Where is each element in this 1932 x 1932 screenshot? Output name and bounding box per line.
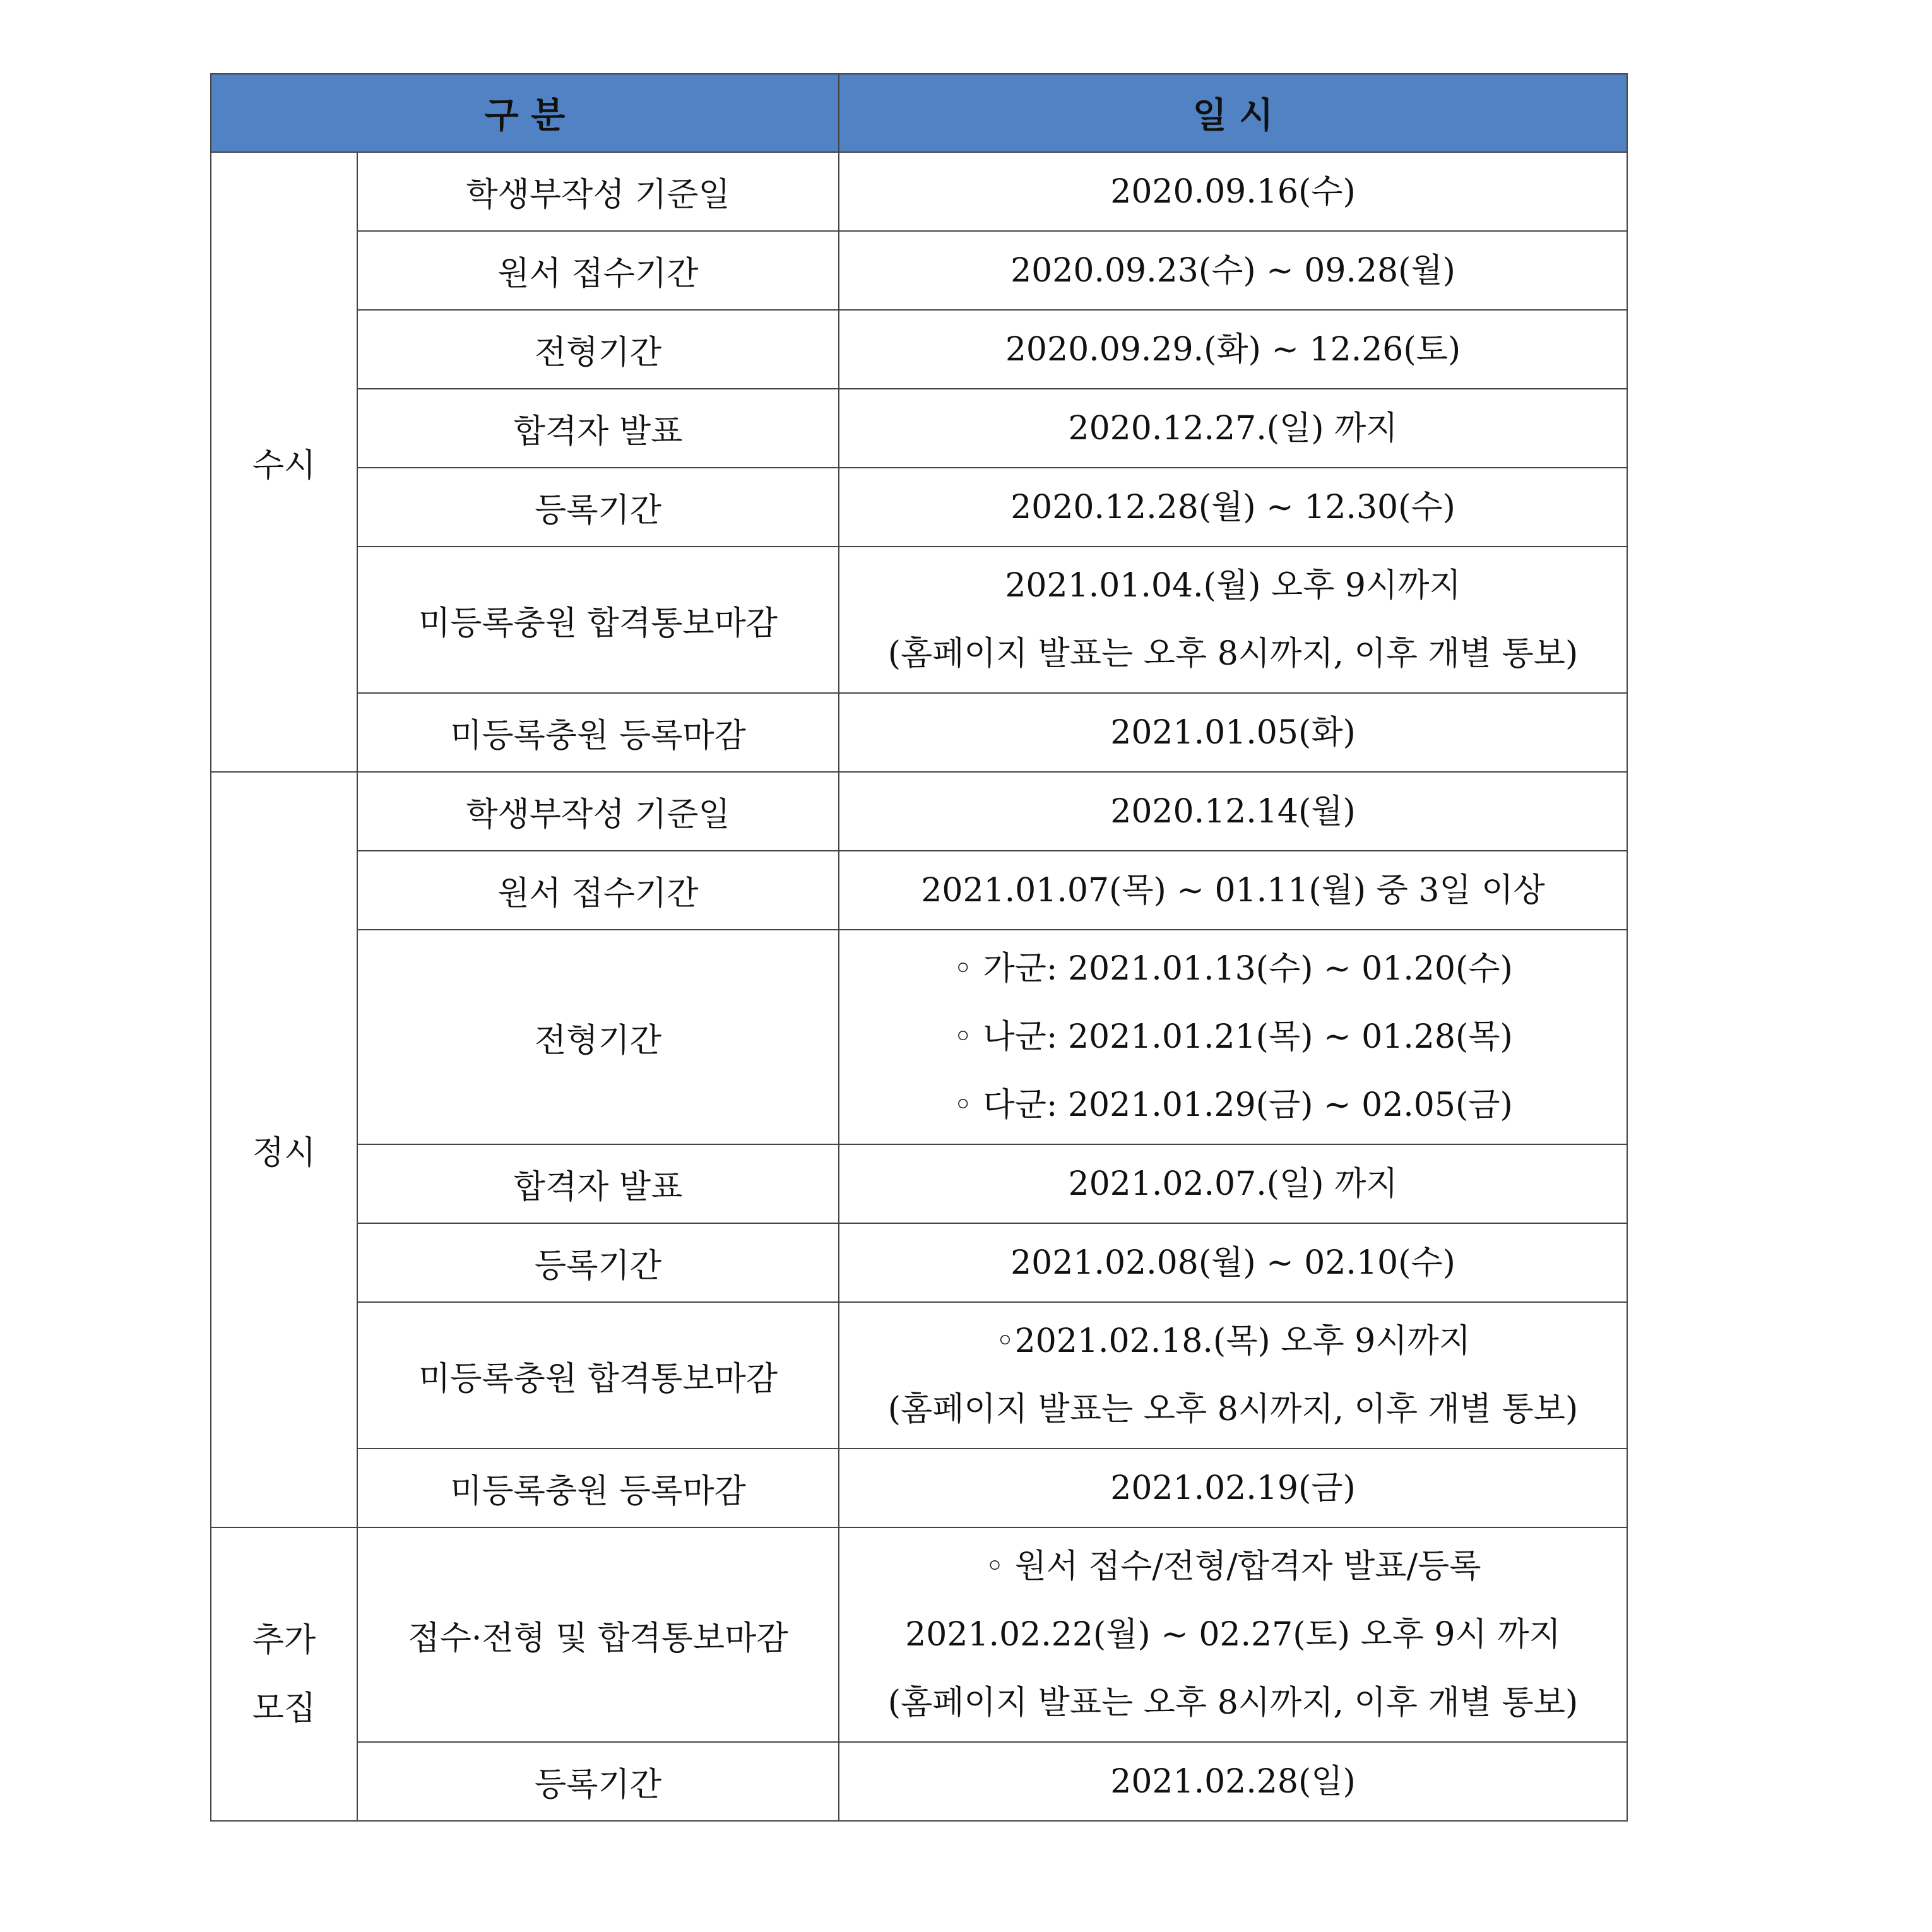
date-line: 2020.12.28(월) ~ 12.30(수) (1010, 488, 1455, 526)
date-cell (839, 1742, 1627, 1821)
date-cell (839, 1223, 1627, 1302)
group-label-line: 모집 (252, 1689, 316, 1728)
date-line: 2021.02.28(일) (1110, 1762, 1356, 1801)
table-row (211, 772, 1627, 851)
table-row (211, 231, 1627, 310)
date-line: (홈페이지 발표는 오후 8시까지, 이후 개별 통보) (887, 1684, 1579, 1722)
table-row (211, 851, 1627, 930)
table-row (211, 1449, 1627, 1527)
table-row (211, 1302, 1627, 1449)
date-line: ◦ 나군: 2021.01.21(목) ~ 01.28(목) (953, 1018, 1513, 1056)
item-cell: 원서 접수기간 (357, 851, 839, 930)
date-line: ◦ 가군: 2021.01.13(수) ~ 01.20(수) (953, 950, 1513, 988)
date-line: 2021.02.19(금) (1110, 1469, 1356, 1507)
header-datetime: 일 시 (839, 74, 1627, 152)
item-cell: 등록기간 (357, 1223, 839, 1302)
date-line: 2021.01.04.(월) 오후 9시까지 (1005, 567, 1461, 605)
date-line: (홈페이지 발표는 오후 8시까지, 이후 개별 통보) (887, 1390, 1579, 1428)
header-row (211, 74, 1627, 152)
date-cell (839, 851, 1627, 930)
date-line: 2021.01.05(화) (1110, 713, 1356, 752)
group-label-chuga (211, 1527, 357, 1821)
date-line: (홈페이지 발표는 오후 8시까지, 이후 개별 통보) (887, 635, 1579, 673)
item-cell: 합격자 발표 (357, 389, 839, 468)
date-cell (839, 1144, 1627, 1223)
table-row (211, 389, 1627, 468)
date-cell (839, 389, 1627, 468)
table-row (211, 1144, 1627, 1223)
table-row (211, 1223, 1627, 1302)
item-cell: 학생부작성 기준일 (357, 152, 839, 231)
date-cell (839, 547, 1627, 693)
item-cell: 전형기간 (357, 310, 839, 389)
table-row (211, 693, 1627, 772)
item-cell: 접수·전형 및 합격통보마감 (357, 1527, 839, 1742)
date-cell (839, 310, 1627, 389)
table-row (211, 310, 1627, 389)
date-line: 2021.02.07.(일) 까지 (1068, 1165, 1398, 1203)
item-cell: 미등록충원 합격통보마감 (357, 1302, 839, 1449)
item-cell: 원서 접수기간 (357, 231, 839, 310)
date-line: 2021.02.22(월) ~ 02.27(토) 오후 9시 까지 (905, 1616, 1561, 1654)
date-cell (839, 1527, 1627, 1742)
item-cell: 등록기간 (357, 1742, 839, 1821)
date-line: ◦2021.02.18.(목) 오후 9시까지 (995, 1322, 1471, 1360)
date-line: 2020.12.27.(일) 까지 (1068, 409, 1398, 447)
table-row (211, 152, 1627, 231)
date-line: 2020.09.29.(화) ~ 12.26(토) (1005, 330, 1461, 369)
date-cell (839, 1449, 1627, 1527)
date-cell (839, 772, 1627, 851)
item-cell: 전형기간 (357, 930, 839, 1144)
header-category: 구 분 (211, 74, 839, 152)
date-cell (839, 468, 1627, 547)
date-cell (839, 231, 1627, 310)
table-row (211, 930, 1627, 1144)
date-cell (839, 1302, 1627, 1449)
table-row (211, 1527, 1627, 1742)
date-line: 2021.01.07(목) ~ 01.11(월) 중 3일 이상 (921, 871, 1545, 910)
item-cell: 미등록충원 등록마감 (357, 1449, 839, 1527)
date-line: 2020.09.23(수) ~ 09.28(월) (1010, 251, 1455, 290)
item-cell: 합격자 발표 (357, 1144, 839, 1223)
schedule-table (210, 73, 1628, 1822)
date-line: ◦ 원서 접수/전형/합격자 발표/등록 (985, 1548, 1481, 1585)
group-label-susi: 수시 (211, 152, 357, 772)
date-line: 2021.02.08(월) ~ 02.10(수) (1010, 1243, 1455, 1282)
date-line: 2020.09.16(수) (1110, 172, 1356, 211)
date-line: ◦ 다군: 2021.01.29(금) ~ 02.05(금) (953, 1086, 1513, 1124)
group-label-line: 추가 (252, 1621, 316, 1659)
table-row (211, 468, 1627, 547)
date-cell (839, 930, 1627, 1144)
table-row (211, 547, 1627, 693)
item-cell: 학생부작성 기준일 (357, 772, 839, 851)
item-cell: 미등록충원 등록마감 (357, 693, 839, 772)
date-line: 2020.12.14(월) (1110, 792, 1356, 831)
item-cell: 등록기간 (357, 468, 839, 547)
group-label-jeongsi: 정시 (211, 772, 357, 1527)
date-cell (839, 693, 1627, 772)
table-row (211, 1742, 1627, 1821)
item-cell: 미등록충원 합격통보마감 (357, 547, 839, 693)
date-cell (839, 152, 1627, 231)
